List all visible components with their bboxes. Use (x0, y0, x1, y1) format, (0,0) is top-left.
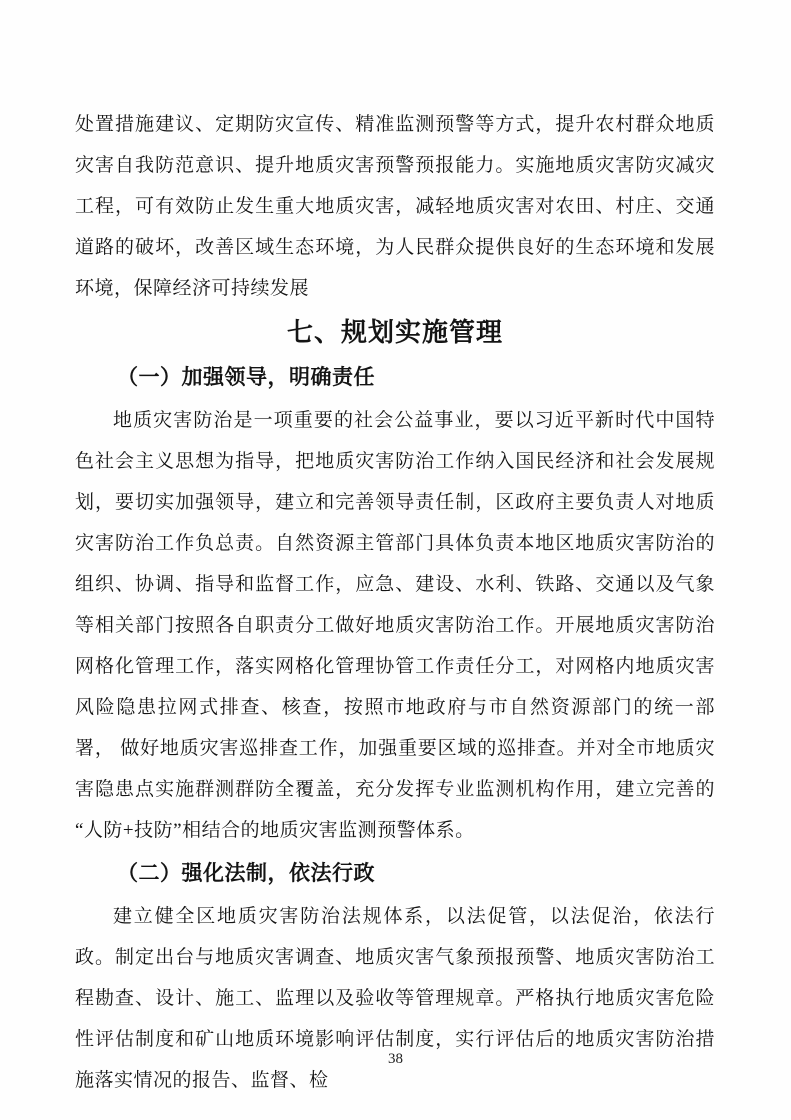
page-number: 38 (388, 1051, 403, 1067)
section-1-subheading: （一）加强领导，明确责任 (117, 366, 375, 389)
section-2-paragraph: 建立健全区地质灾害防治法规体系，以法促管，以法促治，依法行政。制定出台与地质灾害调查、地质灾害气象预报预警、地质灾害防治工程勘查、设计、施工、监理以及验收等管理规章。严格执行地质灾害危险性评估制度和矿山地质环境影响评估制度，实行评估后的地质灾害防治措施落实情况的报告、监督、检 (75, 906, 715, 1091)
continuation-paragraph: 处置措施建议、定期防灾宣传、精准监测预警等方式，提升农村群众地质灾害自我防范意识、提升地质灾害预警预报能力。实施地质灾害防灾减灾工程，可有效防止发生重大地质灾害，减轻地质灾害对农田、村庄、交通道路的破坏，改善区域生态环境，为人民群众提供良好的生态环境和发展环境，保障经济可持续发展 (75, 114, 715, 299)
chapter-heading: 七、规划实施管理 (286, 317, 503, 347)
section-1-paragraph: 地质灾害防治是一项重要的社会公益事业，要以习近平新时代中国特色社会主义思想为指导，把地质灾害防治工作纳入国民经济和社会发展规划，要切实加强领导，建立和完善领导责任制，区政府主要负责人对地质灾害防治工作负总责。自然资源主管部门具体负责本地区地质灾害防治的组织、协调、指导和监督工作，应急、建设、水利、铁路、交通以及气象等相关部门按照各自职责分工做好地质灾害防治工作。开展地质灾害防治网格化管理工作，落实网格化管理协管工作责任分工，对网格内地质灾害风险隐患拉网式排查、核查，按照市地政府与市自然资源部门的统一部署， 做好地质灾害巡排查工作，加强重要区域的巡排查。并对全市地质灾害隐患点实施群测群防全覆盖，充分发挥专业监测机构作用，建立完善的“人防+技防”相结合的地质灾害监测预警体系。 (75, 410, 715, 841)
section-2-subheading: （二）强化法制，依法行政 (117, 862, 375, 885)
